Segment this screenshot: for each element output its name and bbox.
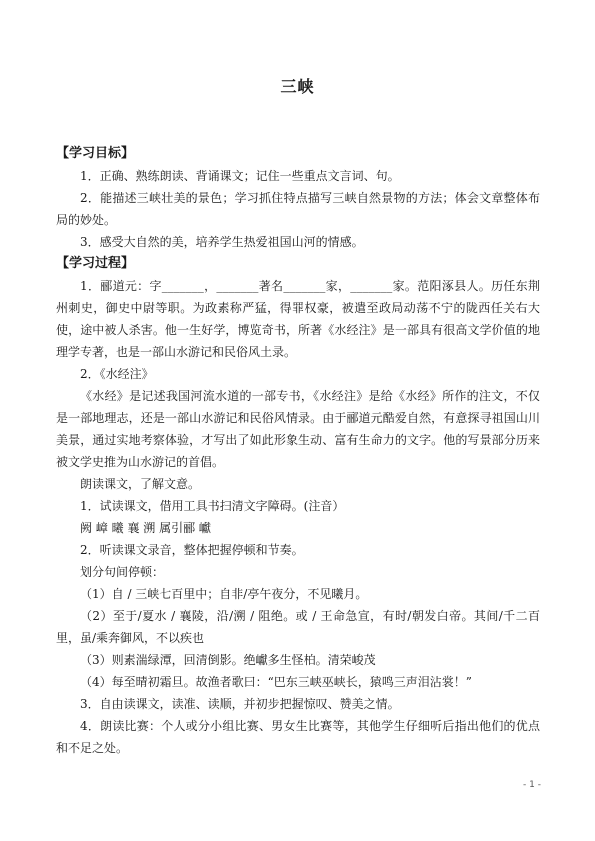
section-heading-process: 【学习过程】 — [56, 256, 135, 271]
process-step-2: 2．听读课文录音，整体把握停顿和节奏。 — [80, 543, 304, 557]
process-paragraph-book-intro: 《水经》是记述我国河流水道的一部专书，《水经注》是给《水经》所作的注文，不仅是一部地理志，还是一部山水游记和民俗风情录。由于郦道元酷爱自然，有意探寻祖国山川美景，通过实地考察体验，才写出了如此形象生动、富有生命力的文字。他的写景部分历来被文学史推为山水游记的首倡。 — [56, 389, 540, 469]
goal-item-1: 1．正确、熟练朗读、背诵课文；记住一些重点文言词、句。 — [80, 169, 400, 183]
process-pause-2: （2）至于/夏水 / 襄陵，沿/溯 / 阻绝。或 / 王命急宣，有时/朝发白帝。其间/千二百里，虽/乘奔御风，不以疾也 — [56, 609, 540, 645]
process-pause-1: （1）自 / 三峡七百里中；自非/亭午夜分，不见曦月。 — [80, 587, 368, 601]
process-paragraph-read-intro: 朗读课文，了解文意。 — [80, 477, 201, 491]
process-pause-3: （3）则素湍绿潭，回清倒影。绝巘多生怪柏。清荣峻茂 — [80, 653, 376, 667]
goal-item-2: 2．能描述三峡壮美的景色；学习抓住特点描写三峡自然景物的方法；体会文章整体布局的妙处。 — [56, 191, 540, 227]
process-step-4: 4．朗读比赛：个人或分小组比赛、男女生比赛等，其他学生仔细听后指出他们的优点和不足之处。 — [56, 719, 540, 755]
goal-item-3: 3．感受大自然的美，培养学生热爱祖国山河的情感。 — [80, 235, 364, 249]
document-body — [56, 143, 540, 759]
section-heading-goals: 【学习目标】 — [56, 146, 135, 161]
page-title: 三峡 — [280, 77, 315, 96]
process-step-1: 1．试读课文，借用工具书扫清文字障碍。(注音） — [80, 499, 345, 513]
process-pronunciation-words: 阙 嶂 曦 襄 溯 属引郦 巘 — [80, 521, 211, 535]
process-paragraph-book-title: 2．《水经注》 — [80, 367, 154, 381]
process-paragraph-author: 1．郦道元：字_______，_______著名_______家，_______家。范阳涿县人。历任东荆州刺史，御史中尉等职。为政素称严猛，得罪权豪，被遣至政局动荡不宁的陇西任关右大使，途中被人杀害。他一生好学，博览奇书，所著《水经注》是一部具有很高文学价值的地理学专著，也是一部山水游记和民俗风土录。 — [56, 279, 540, 359]
process-step-3: 3．自由读课文，读准、读顺，并初步把握惊叹、赞美之情。 — [80, 697, 400, 711]
page-number: - 1 - — [523, 780, 541, 790]
process-pause-4: （4）每至晴初霜旦。故渔者歌曰：“巴东三峡巫峡长，猿鸣三声泪沾裳！” — [80, 675, 472, 689]
process-pause-heading: 划分句间停顿： — [80, 565, 165, 579]
